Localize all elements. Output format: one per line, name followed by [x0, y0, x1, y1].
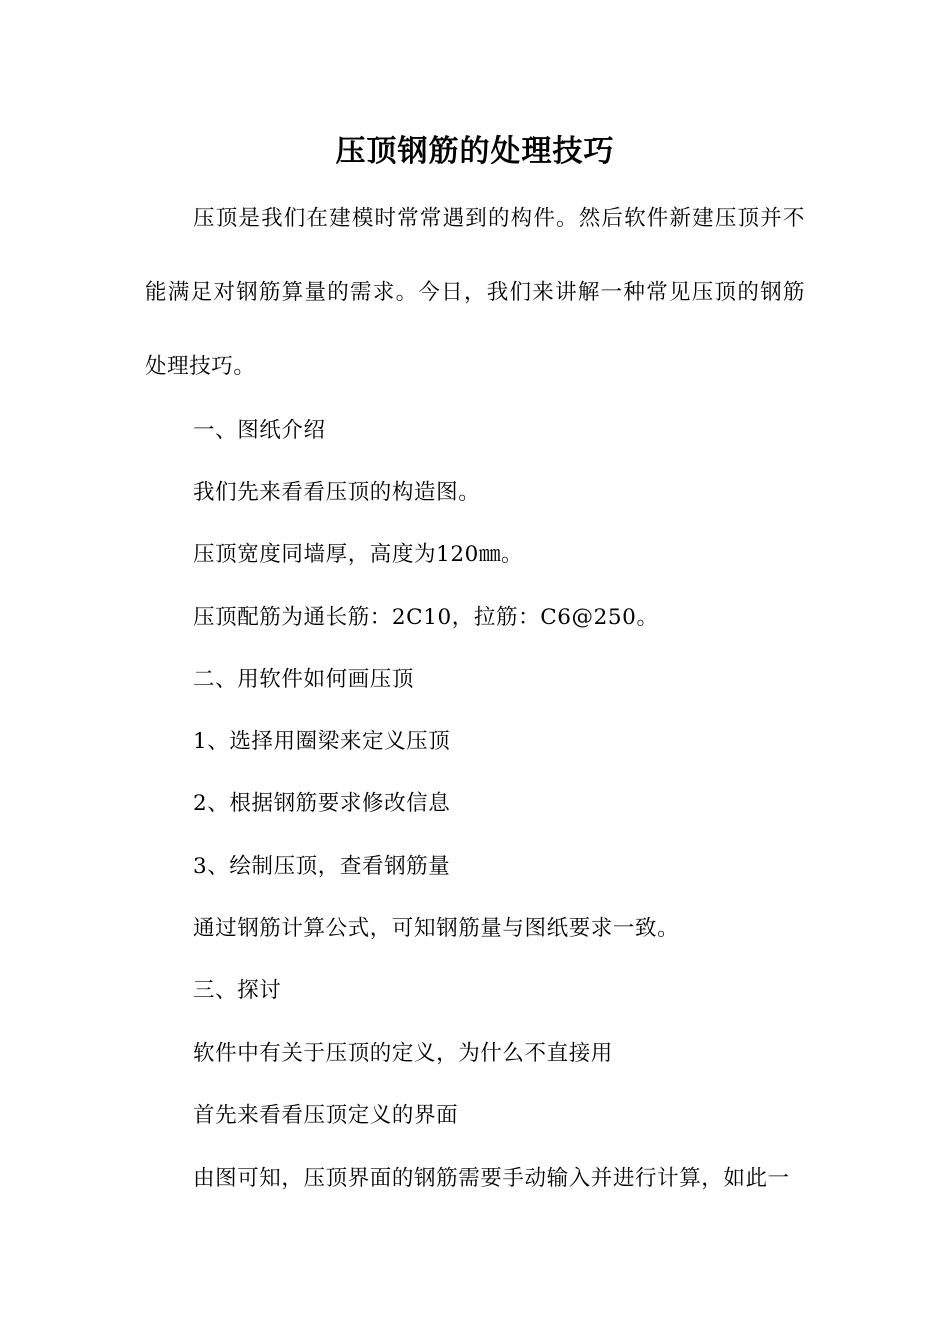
section-heading-drawing-intro: 一、图纸介绍 — [193, 418, 326, 443]
text-line: 首先来看看压顶定义的界面 — [193, 1103, 459, 1128]
section-heading-discussion: 三、探讨 — [193, 978, 282, 1003]
text-line: 由图可知，压顶界面的钢筋需要手动输入并进行计算，如此一 — [193, 1166, 790, 1191]
step-line: 3、绘制压顶，查看钢筋量 — [193, 854, 451, 879]
text-line: 压顶宽度同墙厚，高度为120㎜。 — [193, 542, 524, 567]
text-line: 压顶配筋为通长筋：2C10，拉筋：C6@250。 — [193, 605, 659, 630]
step-line: 2、根据钢筋要求修改信息 — [193, 791, 451, 816]
step-line: 1、选择用圈梁来定义压顶 — [193, 729, 451, 754]
text-line: 通过钢筋计算公式，可知钢筋量与图纸要求一致。 — [193, 916, 680, 941]
intro-paragraph: 压顶是我们在建模时常常遇到的构件。然后软件新建压顶并不能满足对钢筋算量的需求。今日，我们来讲解一种常见压顶的钢筋处理技巧。 — [145, 206, 805, 379]
section-heading-software: 二、用软件如何画压顶 — [193, 667, 415, 692]
document-title: 压顶钢筋的处理技巧 — [335, 134, 615, 169]
text-line: 我们先来看看压顶的构造图。 — [193, 480, 481, 505]
text-line: 软件中有关于压顶的定义，为什么不直接用 — [193, 1041, 613, 1066]
